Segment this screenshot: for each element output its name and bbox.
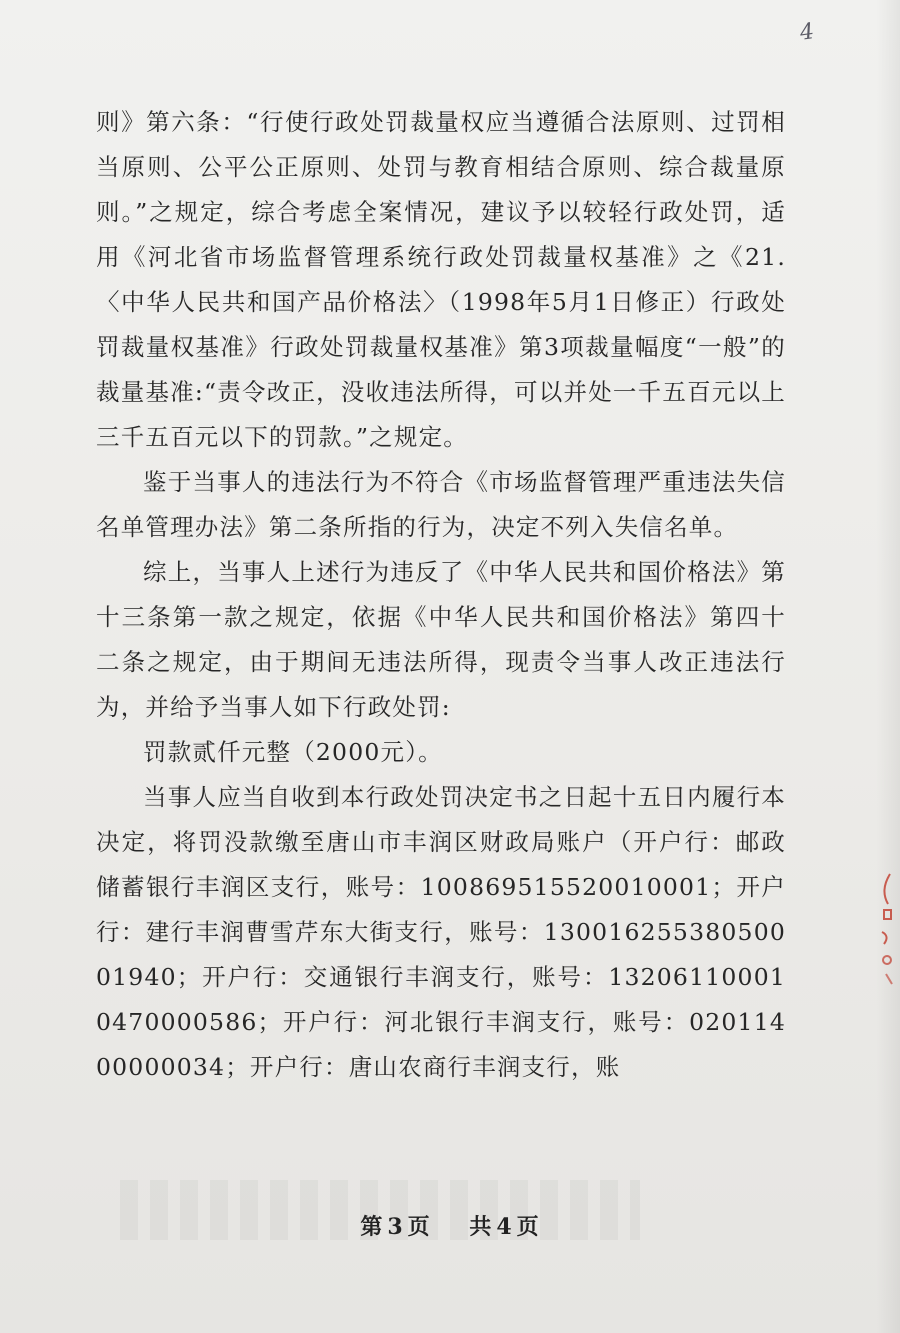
- document-body: [96, 100, 786, 1090]
- footer-page-number: 3: [387, 1214, 404, 1240]
- footer-total-prefix: 共: [469, 1214, 493, 1240]
- seal-edge-icon: [876, 870, 894, 990]
- paragraph-payment-instructions: 当事人应当自收到本行政处罚决定书之日起十五日内履行本决定，将罚没款缴至唐山市丰润区财政局账户（开户行：邮政储蓄银行丰润区支行，账号：100869515520010001；开户行：建行丰润曹雪芹东大街支行，账号：13001625538050001940；开户行：交通银行丰润支行，账号：132061100010470000586；开户行：河北银行丰润支行，账号：02011400000034；开户行：唐山农商行丰润支行，账: [96, 783, 786, 1081]
- handwritten-page-mark: 4: [798, 19, 816, 46]
- paragraph-conclusion: 综上，当事人上述行为违反了《中华人民共和国价格法》第十三条第一款之规定，依据《中华人民共和国价格法》第四十二条之规定，由于期间无违法所得，现责令当事人改正违法行为，并给予当事人如下行政处罚:: [96, 558, 786, 721]
- paragraph-penalty-amount: 罚款贰仟元整（2000元）。: [143, 738, 443, 766]
- footer-total-pages: 4: [496, 1214, 513, 1240]
- page-edge-shadow: [876, 0, 900, 1333]
- footer-page-suffix: 页: [407, 1214, 431, 1240]
- paragraph-credit-list: 鉴于当事人的违法行为不符合《市场监督管理严重违法失信名单管理办法》第二条所指的行为，决定不列入失信名单。: [96, 468, 786, 541]
- footer-page-prefix: 第: [360, 1214, 384, 1240]
- paragraph-discretion-basis: 则》第六条：“行使行政处罚裁量权应当遵循合法原则、过罚相当原则、公平公正原则、处罚与教育相结合原则、综合裁量原则。”之规定，综合考虑全案情况，建议予以较轻行政处罚，适用《河北省市场监督管理系统行政处罚裁量权基准》之《21.〈中华人民共和国产品价格法〉（1998年5月1日修正）行政处罚裁量权基准》行政处罚裁量权基准》第3项裁量幅度“一般”的裁量基准:“责令改正，没收违法所得，可以并处一千五百元以上三千五百元以下的罚款。”之规定。: [96, 108, 786, 451]
- footer-total-suffix: 页: [516, 1214, 540, 1240]
- page-footer: [0, 1210, 900, 1241]
